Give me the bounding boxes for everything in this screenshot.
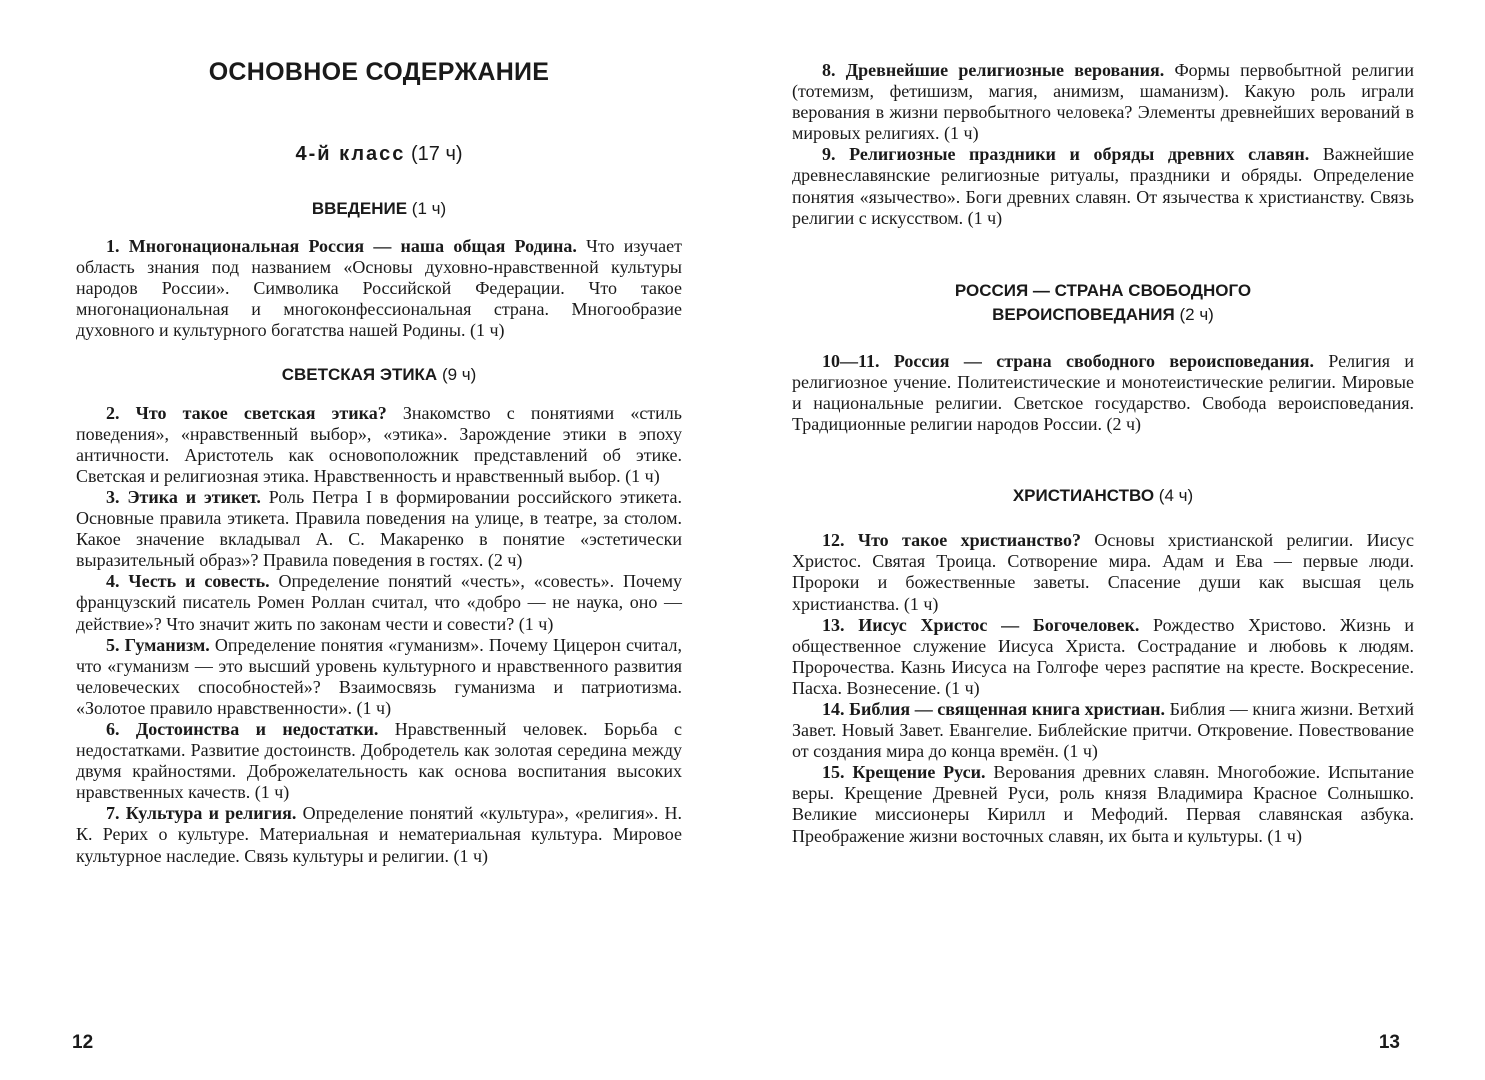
topic-text: Определение понятий «честь», «совесть». Почему французский писатель Ромен Роллан считал, что «добро — не наука, оно — действие»? Что значит жить по законам чести и совести? (1 ч)	[76, 571, 682, 634]
topic-text: Знакомство с понятиями «стиль поведения», «нравственный выбор», «этика». Зарождение этики в эпоху античности. Аристотель как основоположник представлений об этике. Светская и религиозная этика. Нравственность и нравственный выбор. (1 ч)	[76, 402, 682, 486]
christianity-heading	[792, 485, 1414, 506]
russia-hours: (2 ч)	[1179, 304, 1214, 324]
topic-paragraph	[76, 487, 682, 571]
topic-title: 8. Древнейшие религиозные верования.	[822, 60, 1165, 80]
ethics-title: СВЕТСКАЯ ЭТИКА	[281, 365, 438, 385]
topic-paragraph	[792, 762, 1414, 846]
topic-paragraph	[76, 403, 682, 487]
topic-title: 1. Многонациональная Россия — наша общая Родина.	[106, 236, 577, 256]
topic-paragraph	[792, 615, 1414, 699]
russia-heading	[792, 279, 1414, 327]
left-page	[0, 0, 742, 1080]
left-column	[76, 236, 682, 867]
grade-heading	[76, 143, 682, 166]
topic-paragraph	[76, 803, 682, 866]
topic-title: 4. Честь и совесть.	[106, 571, 270, 592]
main-title: ОСНОВНОЕ СОДЕРЖАНИЕ	[208, 58, 550, 86]
topic-text: Формы первобытной религии (тотемизм, фетишизм, магия, анимизм, шаманизм). Какую роль играли верования в жизни первобытного человека? Элементы древнейших верований в мировых религиях. (1 ч)	[792, 60, 1414, 144]
topic-text: Роль Петра I в формировании российского этикета. Основные правила этикета. Правила поведения на улице, в театре, за столом. Какое значение вкладывал А. С. Макаренко в понятие «эстетически выразительный образ»? Правила поведения в гостях. (2 ч)	[76, 486, 682, 571]
page-number-left: 12	[72, 1032, 94, 1053]
christianity-title: ХРИСТИАНСТВО	[1012, 486, 1155, 506]
grade-title: 4-й класс	[295, 143, 406, 165]
topic-title: 7. Культура и религия.	[106, 803, 297, 824]
topic-text: Рождество Христово. Жизнь и общественное служение Иисуса Христа. Сострадание и любовь к людям. Пророчества. Казнь Иисуса на Голгофе через распятие на кресте. Воскресение. Пасха. Вознесение. (1 ч)	[792, 614, 1414, 698]
ethics-heading	[76, 364, 682, 385]
topic-text: Определение понятий «культура», «религия». Н. К. Рерих о культуре. Материальная и нематериальная культура. Мировое культурное наследие. Связь культуры и религии. (1 ч)	[76, 803, 683, 866]
topic-paragraph	[76, 635, 682, 719]
topic-paragraph	[76, 719, 682, 803]
topic-title: 14. Библия — священная книга христиан.	[822, 698, 1166, 719]
intro-hours: (1 ч)	[411, 199, 447, 218]
russia-title-line1: РОССИЯ — СТРАНА СВОБОДНОГО	[954, 280, 1252, 300]
topic-title: 13. Иисус Христос — Богочеловек.	[822, 614, 1140, 635]
topic-paragraph	[76, 236, 682, 341]
topic-title: 2. Что такое светская этика?	[106, 402, 387, 423]
topic-paragraph	[792, 60, 1414, 144]
topic-paragraph	[792, 530, 1414, 614]
topic-paragraph	[792, 351, 1414, 435]
topic-title: 6. Достоинства и недостатки.	[106, 718, 379, 739]
topic-title: 15. Крещение Руси.	[822, 762, 986, 783]
topic-text: Определение понятия «гуманизм». Почему Цицерон считал, что «гуманизм — это высший уровень культурного и нравственного развития человеческих способностей»? Взаимосвязь гуманизма и патриотизма. «Золотое правило нравственности». (1 ч)	[76, 634, 682, 718]
topic-text: Религия и религиозное учение. Политеистические и монотеистические религии. Мировые и национальные религии. Светское государство. Свобода вероисповедания. Традиционные религии народов России. (2 ч)	[792, 350, 1414, 435]
topic-text: Основы христианской религии. Иисус Христос. Святая Троица. Сотворение мира. Адам и Ева — первые люди. Пророки и божественные заветы. Спасение души как высшая цель христианства. (1 ч)	[792, 530, 1414, 614]
topic-text: Важнейшие древнеславянские религиозные ритуалы, праздники и обряды. Определение понятия «язычество». Боги древних славян. От язычества к христианству. Связь религии с искусством. (1 ч)	[792, 144, 1414, 228]
page-number-right: 13	[1378, 1032, 1400, 1053]
topic-title: 3. Этика и этикет.	[106, 486, 261, 507]
right-column	[792, 60, 1414, 847]
topic-paragraph	[76, 571, 682, 634]
topic-title: 9. Религиозные праздники и обряды древних славян.	[822, 144, 1310, 165]
ethics-hours: (9 ч)	[441, 365, 477, 385]
topic-text: Верования древних славян. Многобожие. Испытание веры. Крещение Древней Руси, роль князя Владимира Красное Солнышко. Великие миссионеры Кирилл и Мефодий. Первая славянская азбука. Преображение жизни восточных славян, их быта и культуры. (1 ч)	[792, 762, 1414, 846]
right-page	[742, 0, 1485, 1080]
topic-text: Что изучает область знания под названием «Основы духовно-нравственной культуры народов России». Символика Российской Федерации. Что такое многонациональная и многоконфессиональная страна. Многообразие духовного и культурного богатства нашей Родины. (1 ч)	[76, 236, 682, 341]
christianity-hours: (4 ч)	[1158, 486, 1194, 506]
grade-hours: (17 ч)	[410, 143, 463, 165]
intro-heading	[76, 199, 682, 219]
topic-paragraph	[792, 144, 1414, 228]
topic-text: Библия — книга жизни. Ветхий Завет. Новый Завет. Евангелие. Библейские притчи. Откровение. Повествование от создания мира до конца времён. (1 ч)	[792, 698, 1414, 762]
topic-paragraph	[792, 699, 1414, 762]
topic-text: Нравственный человек. Борьба с недостатками. Развитие достоинств. Добродетель как золотая середина между двумя крайностями. Доброжелательность как основа воспитания высоких нравственных качеств. (1 ч)	[76, 718, 682, 803]
topic-title: 10—11. Россия — страна свободного вероисповедания.	[822, 350, 1314, 371]
intro-title: ВВЕДЕНИЕ	[311, 199, 408, 218]
topic-title: 5. Гуманизм.	[106, 634, 210, 655]
russia-title-line2: ВЕРОИСПОВЕДАНИЯ	[992, 304, 1175, 324]
topic-title: 12. Что такое христианство?	[822, 530, 1081, 551]
